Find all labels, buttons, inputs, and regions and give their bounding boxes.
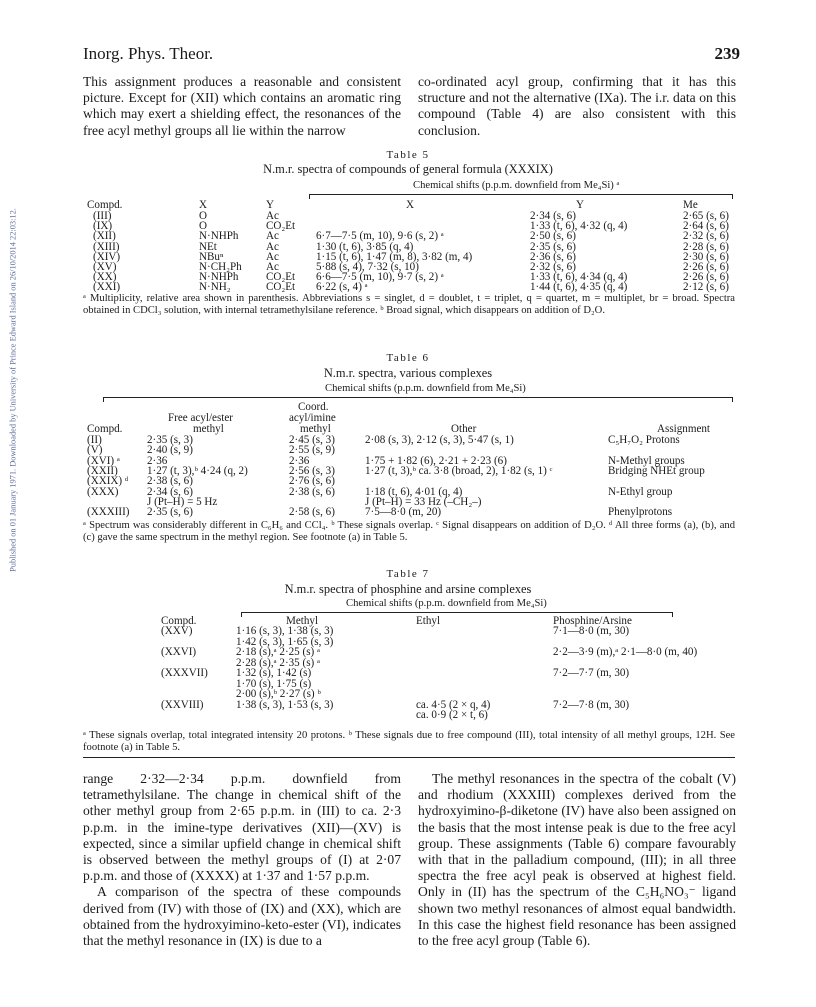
table6-cell: 2·34 (s, 6) <box>147 485 193 498</box>
table6-cell: 2·38 (s, 6) <box>147 475 193 488</box>
table5-cell: 2·32 (s, 6) <box>530 261 576 273</box>
table7-cell: (XXV) <box>161 625 193 637</box>
table5-cell: 5·88 (s, 4), 7·32 (s, 10) <box>316 261 419 273</box>
table5-cell: (XV) <box>93 261 117 273</box>
table7-cell: 1·42 (s, 3), 1·65 (s, 3) <box>236 635 334 648</box>
table5-cell: Ac <box>266 240 279 253</box>
table7-cell: 1·16 (s, 3), 1·38 (s, 3) <box>236 625 334 637</box>
table5-cell: (XXI) <box>93 281 121 294</box>
table6-cell: (XXX) <box>87 485 119 498</box>
table7-cell: (XXVI) <box>161 646 197 658</box>
table6-cell: 1·75 + 1·82 (6), 2·21 + 2·23 (6) <box>365 454 507 467</box>
table5-shift-header: Chemical shifts (p.p.m. downfield from Me₄Si) ᵃ <box>413 180 620 191</box>
table5-cell: 6·7—7·5 (m, 10), 9·6 (s, 2) ᵃ <box>316 230 444 243</box>
table7-brace <box>241 612 673 613</box>
table6-cell: 2·35 (s, 3) <box>147 434 193 446</box>
bottom-right-column <box>418 771 736 949</box>
table7-caption: N.m.r. spectra of phosphine and arsine complexes <box>284 582 532 596</box>
table6-cell: (XXII) <box>87 464 118 477</box>
table5-cell: 2·50 (s, 6) <box>530 230 576 243</box>
table5-cell: (XIII) <box>93 240 120 253</box>
table6-cell: 2·35 (s, 6) <box>147 506 193 519</box>
page-number: 239 <box>714 44 740 63</box>
table6-cell: (V) <box>87 444 103 457</box>
table5-cell: 2·64 (s, 6) <box>683 220 729 233</box>
table7-cell: 2·2—3·9 (m),ᵃ 2·1—8·0 (m, 40) <box>553 646 698 658</box>
table7-cell: (XXXVII) <box>161 667 208 679</box>
table6-brace <box>103 397 733 398</box>
table6-cell: 2·38 (s, 6) <box>289 485 335 498</box>
table6-cell: 1·18 (t, 6), 4·01 (q, 4) <box>365 485 463 498</box>
table5-caption: N.m.r. spectra of compounds of general formula (XXXIX) <box>263 162 553 176</box>
table5-cell: 1·33 (t, 6), 4·34 (q, 4) <box>530 271 628 284</box>
table7 <box>83 598 735 743</box>
bottom-right-paragraph-1: The methyl resonances in the spectra of the cobalt (V) and rhodium (XXXIII) complexes derived from the hydroxyimino-β-diketone (IV) have also been assigned on the basis that the most intense peak is due to the free acyl group. These assignments (Table 6) compare favourably with that in the palladium compound, (III); in all three spectra the free acyl peak is observed at highest field. Only in (II) has the spectrum of the C₅H₆NO₃⁻ ligand shown two methyl resonances of almost equal bandwidth. In this case the highest field resonance has been assigned to the free acyl group (Table 6). <box>418 771 736 949</box>
table5-cell: 2·26 (s, 6) <box>683 261 729 273</box>
table5-cell: CO₂Et <box>266 271 296 284</box>
table7-header-row: Compd. Methyl Ethyl Phosphine/Arsine <box>161 615 632 627</box>
table5-cell: 2·65 (s, 6) <box>683 210 729 222</box>
table7-cell: 7·2—7·8 (m, 30) <box>553 698 630 711</box>
table7-cell: 7·1—8·0 (m, 30) <box>553 625 630 637</box>
table5-cell: N·CH₂Ph <box>199 261 242 273</box>
table6-cell: 2·55 (s, 9) <box>289 444 335 457</box>
table5-cell: NBuⁿ <box>199 250 224 263</box>
table6-cell: (XXXIII) <box>87 506 130 519</box>
table7-cell: ca. 0·9 (2 × t, 6) <box>416 709 488 721</box>
table7-cell: ca. 4·5 (2 × q, 4) <box>416 698 491 711</box>
table6-row <box>83 507 733 518</box>
bottom-left-column <box>83 771 401 949</box>
table6-cell: C₅H₇O₂ Protons <box>608 434 680 446</box>
table7-cell: 1·70 (s), 1·75 (s) <box>236 677 312 690</box>
table5-cell: (XIV) <box>93 250 121 263</box>
table6-cell: 1·27 (t, 3),ᵇ ca. 3·8 (broad, 2), 1·82 (s, 1) ᶜ <box>365 464 553 477</box>
table5-cell: N·NHPh <box>199 230 239 243</box>
bottom-left-paragraph-2: A comparison of the spectra of these compounds derived from (IV) with those of (IX) and (XX), which are obtained from the hydroxyimino-keto-ester (VI), indicates that the methyl resonance in (IX) is due to a <box>83 884 401 949</box>
table5-cell: N·NH₂ <box>199 281 231 294</box>
table6-cell: 2·76 (s, 6) <box>289 475 335 488</box>
table6-footnote: ᵃ Spectrum was considerably different in C₆H₆ and CCl₄. ᵇ These signals overlap. ᶜ Signal disappears on addition of D₂O. ᵈ All three forms (a), (b), and (c) gave the same spectrum in the methyl region. See footnote (a) in Table 5. <box>83 520 735 543</box>
table5-header-row: Compd. X Y X Y Me <box>87 199 698 211</box>
table5-cell: Ac <box>266 250 279 263</box>
table7-cell: (XXVIII) <box>161 698 204 711</box>
table7-shift-header: Chemical shifts (p.p.m. downfield from Me₄Si) <box>346 598 547 609</box>
table5-cell: 1·30 (t, 6), 3·85 (q, 4) <box>316 240 414 253</box>
table7-cell: 1·32 (s), 1·42 (s) <box>236 667 312 679</box>
table5-cell: 2·36 (s, 6) <box>530 250 576 263</box>
table7-cell: 2·18 (s),ᵃ 2·25 (s) ᵃ <box>236 646 321 658</box>
table6-cell: 2·56 (s, 3) <box>289 464 335 477</box>
download-note: Published on 01 January 1971. Downloaded by University of Prince Edward Island on 26/10/2014 22:03:12. <box>8 208 18 572</box>
table5-cell: (IX) <box>93 220 113 233</box>
table6-cell: 2·58 (s, 6) <box>289 506 335 519</box>
table5-cell: CO₂Et <box>266 281 296 294</box>
table6-cell: 2·36 <box>289 454 310 467</box>
table5-cell: 2·30 (s, 6) <box>683 250 729 263</box>
table5-cell: (XII) <box>93 230 116 243</box>
table7-cell: 1·38 (s, 3), 1·53 (s, 3) <box>236 698 334 711</box>
table5-cell: 2·35 (s, 6) <box>530 240 576 253</box>
table6-cell: Bridging NHEt group <box>608 464 705 477</box>
table5-cell: 2·32 (s, 6) <box>683 230 729 243</box>
table5-cell: N·NHPh <box>199 271 239 284</box>
table5-cell: 2·26 (s, 6) <box>683 271 729 284</box>
table5-cell: NEt <box>199 240 217 253</box>
table7-cell: 2·00 (s),ᵇ 2·27 (s) ᵇ <box>236 688 321 700</box>
top-left-paragraph: This assignment produces a reasonable and consistent picture. Except for (XII) which contains an aromatic ring which may exert a shielding effect, the resonances of the free acyl methyl groups all lie within the narrow <box>83 74 401 138</box>
table5-cell: 1·44 (t, 6), 4·35 (q, 4) <box>530 281 628 294</box>
table5-cell: 2·34 (s, 6) <box>530 210 576 222</box>
bottom-left-paragraph-1: range 2·32—2·34 p.p.m. downfield from tetramethylsilane. The change in chemical shift of the other methyl group from 2·65 p.p.m. in (III) to ca. 2·3 p.p.m. in the imine-type derivatives (XII)—(XV) is expected, since a similar upfield change in chemical shift is observed between the methyl groups of (I) at 2·07 p.p.m. and those of (XXXX) at 1·37 and 1·57 p.p.m. <box>83 771 401 884</box>
table6-cell: N-Ethyl group <box>608 485 673 498</box>
table5-brace <box>309 194 733 195</box>
table6-cell: J (Pt–H) = 5 Hz <box>147 495 218 508</box>
table5-cell: (XX) <box>93 271 117 284</box>
table6-cell: 1·27 (t, 3),ᵇ 4·24 (q, 2) <box>147 464 248 477</box>
table5-cell: 1·15 (t, 6), 1·47 (m, 8), 3·82 (m, 4) <box>316 250 473 263</box>
download-watermark <box>6 150 20 630</box>
table5 <box>83 180 735 294</box>
table6-shift-header: Chemical shifts (p.p.m. downfield from Me₄Si) <box>325 383 526 394</box>
table7-cell: 7·2—7·7 (m, 30) <box>553 667 630 679</box>
table6-cell: (XVI) ᵃ <box>87 454 120 467</box>
table5-cell: Ac <box>266 230 279 243</box>
table6-cell: 7·5—8·0 (m, 20) <box>365 506 442 519</box>
table7-label: Table 7 <box>386 568 430 580</box>
table6-cell: J (Pt–H) = 33 Hz (–CH₂–) <box>365 495 482 508</box>
table6-cell: (II) <box>87 434 102 446</box>
table5-cell: O <box>199 220 208 233</box>
table6-cell: N-Methyl groups <box>608 454 685 467</box>
table5-cell: 2·28 (s, 6) <box>683 240 729 253</box>
table5-cell: (III) <box>93 210 112 222</box>
table-bottom-rule <box>83 757 735 758</box>
top-right-paragraph: co-ordinated acyl group, confirming that it has this structure and not the alternative (IXa). The i.r. data on this compound (Table 4) are also consistent with this conclusion. <box>418 74 736 138</box>
table5-label: Table 5 <box>386 149 430 161</box>
table5-cell: 6·22 (s, 4) ᵃ <box>316 281 368 294</box>
table6-cell: 2·36 <box>147 454 168 467</box>
table6-cell: (XXIX) ᵈ <box>87 475 129 488</box>
table5-cell: O <box>199 210 208 222</box>
table6-label: Table 6 <box>386 352 430 364</box>
journal-title: Inorg. Phys. Theor. <box>83 44 214 63</box>
table7-cell: 2·28 (s),ᵃ 2·35 (s) ᵃ <box>236 656 321 669</box>
table5-cell: CO₂Et <box>266 220 296 233</box>
table6-cell: 2·40 (s, 9) <box>147 444 193 457</box>
table6-caption: N.m.r. spectra, various complexes <box>323 366 493 380</box>
table5-cell: 6·6—7·5 (m, 10), 9·7 (s, 2) ᵃ <box>316 271 444 284</box>
table6-cell: 2·08 (s, 3), 2·12 (s, 3), 5·47 (s, 1) <box>365 434 514 446</box>
table6: Chemical shifts (p.p.m. downfield from Me₄Si) Coord. Free acyl/ester acyl/imine Compd. methyl methyl Other Assignment (II) 2·35 (s, 3) 2·45 (s, 3) 2·08 (s, 3), 2·12 (s, 3), 5·47 (s, 1) C₅H₇O₂ Protons (V) 2·40 (s, 9) 2·55 (s, 9) (XVI) ᵃ 2·36 2·36 1·75 + 1·82 (6), 2·21 + 2·23 (6) N-Methyl groups (XXII) 1·27 (t, 3),ᵇ 4·24 (q, 2) 2·56 (s, 3) 1·27 (t, 3),ᵇ ca. 3·8 (broad, 2), 1·82 (s, 1) ᶜ Bridging NHEt group (XXIX) ᵈ 2·38 (s, 6) 2·76 (s, 6) (XXX) 2·34 (s, 6) 2·38 (s, 6) 1·18 (t, 6), 4·01 (q, 4) N-Ethyl group J (Pt–H) = 5 Hz J (Pt–H) = 33 Hz (–CH₂–) (XXXIII) 2·35 (s, 6) 2·58 (s, 6) 7·5—8·0 (m, 20) Phenylprotons <box>83 383 735 518</box>
table6-cell: 2·45 (s, 3) <box>289 434 335 446</box>
table7-row <box>83 710 733 721</box>
table5-cell: Ac <box>266 210 279 222</box>
table5-cell: 2·12 (s, 6) <box>683 281 729 294</box>
table7-footnote: ᵃ These signals overlap, total integrated intensity 20 protons. ᵇ These signals due to free compound (III), total intensity of all methyl groups, 12H. See footnote (a) in Table 5. <box>83 730 735 753</box>
table6-cell: Phenylprotons <box>608 506 673 519</box>
table5-footnote: ᵃ Multiplicity, relative area shown in parenthesis. Abbreviations s = singlet, d = doublet, t = triplet, q = quartet, m = multiplet, br = broad. Spectra obtained in CDCl₃ solution, with internal tetramethylsilane reference. ᵇ Broad signal, which disappears on addition of D₂O. <box>83 293 735 316</box>
table5-cell: 1·33 (t, 6), 4·32 (q, 4) <box>530 220 628 233</box>
table5-cell: Ac <box>266 261 279 273</box>
